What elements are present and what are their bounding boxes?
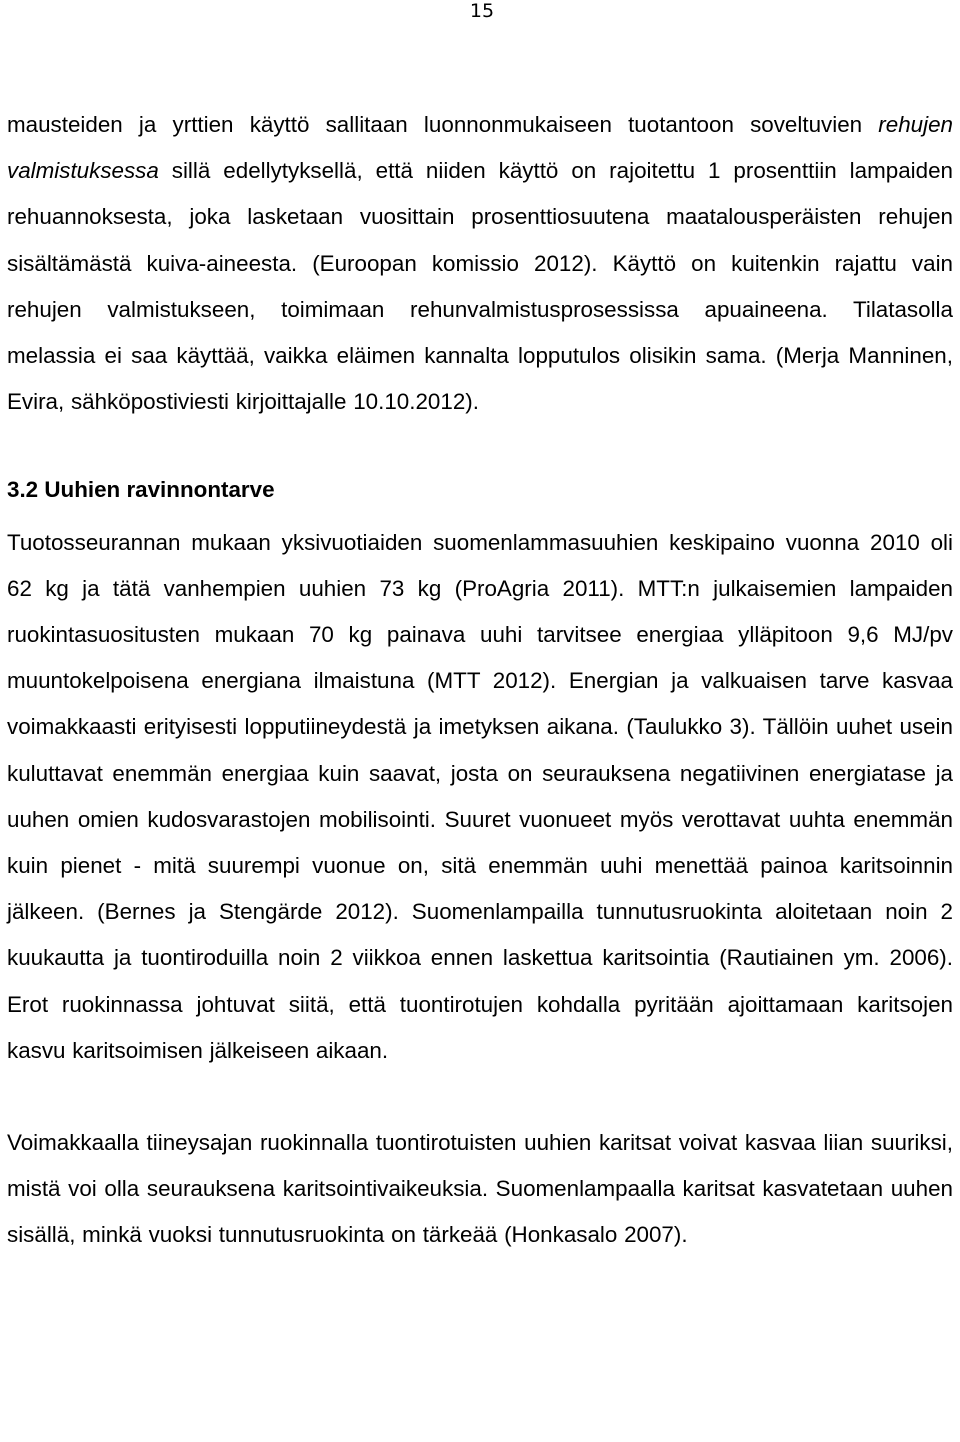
page-number: 15 [469, 0, 495, 22]
document-body [7, 102, 953, 1259]
section-heading: 3.2 Uuhien ravinnontarve [7, 477, 275, 503]
paragraph-1 [7, 102, 953, 425]
paragraph-1-text-a: mausteiden ja yrttien käyttö sallitaan luonnonmukaiseen tuotantoon soveltuvien [7, 112, 879, 137]
paragraph-3: Voimakkaalla tiineysajan ruokinnalla tuontirotuisten uuhien karitsat voivat kasvaa liian suuriksi, mistä voi olla seurauksena karitsointivaikeuksia. Suomenlampaalla karitsat kasvatetaan uuhen sisällä, minkä vuoksi tunnutusruokinta on tärkeää (Honkasalo 2007). [7, 1130, 953, 1248]
paragraph-2: Tuotosseurannan mukaan yksivuotiaiden suomenlammasuuhien keskipaino vuonna 2010 oli 62 kg ja tätä vanhempien uuhien 73 kg (ProAgria 2011). MTT:n julkaisemien lampaiden ruokintasuositusten mukaan 70 kg painava uuhi tarvitsee energiaa ylläpitoon 9,6 MJ/pv muuntokelpoisena energiana ilmaistuna (MTT 2012). Energian ja valkuaisen tarve kasvaa voimakkaasti erityisesti lopputiineydestä ja imetyksen aikana. (Taulukko 3). Tällöin uuhet usein kuluttavat enemmän energiaa kuin saavat, josta on seurauksena negatiivinen energiatase ja uuhen omien kudosvarastojen mobilisointi. Suuret vuonueet myös verottavat uuhta enemmän kuin pienet - mitä suurempi vuonue on, sitä enemmän uuhi menettää painoa karitsoinnin jälkeen. (Bernes ja Stengärde 2012). Suomenlampailla tunnutusruokinta aloitetaan noin 2 kuukautta ja tuontiroduilla noin 2 viikkoa ennen laskettua karitsointia (Rautiainen ym. 2006). Erot ruokinnassa johtuvat siitä, että tuontirotujen kohdalla pyritään ajoittamaan karitsojen kasvu karitsoimisen jälkeiseen aikaan. [7, 529, 953, 1063]
paragraph-1-text-b: sillä edellytyksellä, että niiden käyttö on rajoitettu 1 prosenttiin lampaiden rehuannoksesta, joka lasketaan vuosittain prosenttiosuutena maatalousperäisten rehujen sisältämästä kuiva-aineesta. (Euroopan komissio 2012). Käyttö on kuitenkin rajattu vain rehujen valmistukseen, toimimaan rehunvalmistusprosessissa apuaineena. Tilatasolla melassia ei saa käyttää, vaikka eläimen kannalta lopputulos olisikin sama. (Merja Manninen, Evira, sähköpostiviesti kirjoittajalle 10.10.2012). [7, 158, 953, 415]
paragraph-1-italic: rehujen valmistuksessa [7, 112, 953, 184]
